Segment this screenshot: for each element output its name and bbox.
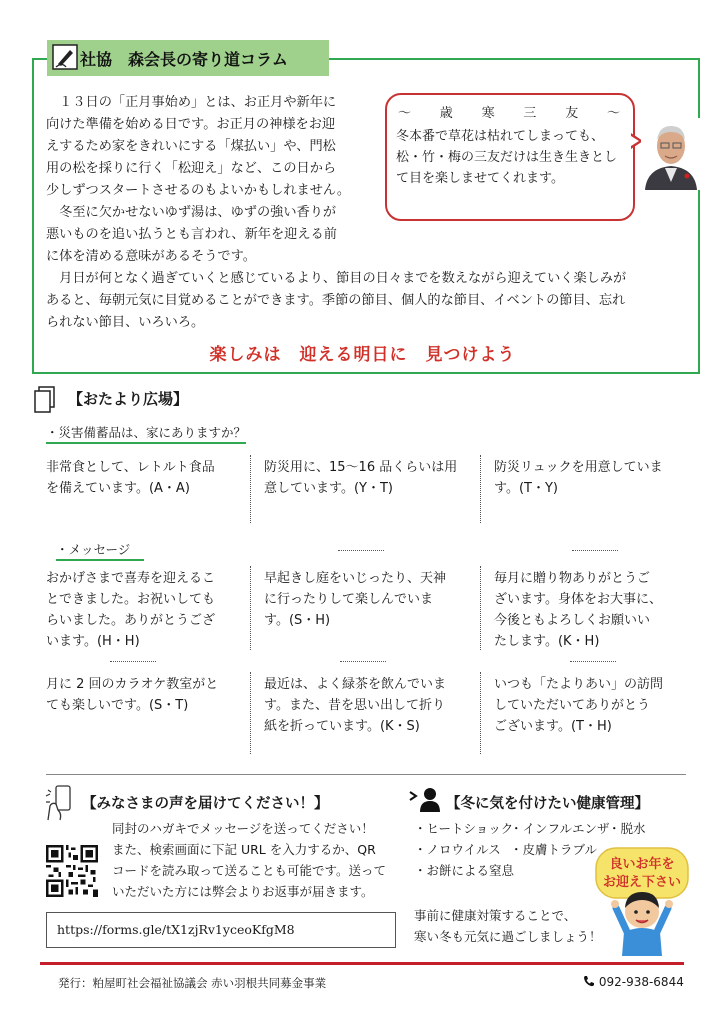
divider xyxy=(572,550,618,551)
voice-text xyxy=(112,818,398,902)
message-line: います。(H・H) xyxy=(46,634,140,649)
message-card xyxy=(46,568,246,652)
divider xyxy=(570,661,616,662)
message-line: 早起きし庭をいじったり、天神 xyxy=(264,571,447,586)
bubble-heading xyxy=(398,102,620,121)
column-paragraph-line: られない節目、いろいろ。 xyxy=(46,315,205,330)
health-note-line: 寒い冬も元気に過ごしましょう！ xyxy=(414,929,602,944)
divider xyxy=(340,661,386,662)
message-line: す。(S・H) xyxy=(264,613,331,628)
answer-line: す。(T・Y) xyxy=(494,481,558,496)
phone-number: 092-938-6844 xyxy=(598,975,684,989)
boy-with-sign-illustration xyxy=(592,846,692,956)
health-title: 【冬に気を付けたい健康管理】 xyxy=(446,796,649,812)
message-line: に行ったりして楽しんでいま xyxy=(264,592,434,607)
message-line: 最近は、よく緑茶を飲んでいま xyxy=(264,677,447,692)
message-line: ございます。(T・H) xyxy=(494,719,612,734)
message-card xyxy=(494,674,694,737)
column-paragraph-line: 冬至に欠かせないゆず湯は、ゆずの強い香りが xyxy=(46,205,337,220)
bubble-heading-char: 寒 xyxy=(481,106,495,121)
message-line: らいました。ありがとうござ xyxy=(46,613,216,628)
message-line: 毎月に贈り物ありがとうご xyxy=(494,571,651,586)
health-note-line: 事前に健康対策することで、 xyxy=(414,908,577,923)
message-line: 月に 2 回のカラオケ教室がと xyxy=(46,677,219,692)
sign-text-line: 良いお年を xyxy=(609,857,675,872)
form-url[interactable]: https://forms.gle/tX1zjRv1yceoKfgM8 xyxy=(57,922,295,937)
divider xyxy=(338,550,384,551)
message-card xyxy=(494,568,694,652)
chairman-photo xyxy=(641,118,701,190)
voice-line: コードを読み取って送ることも可能です。送って xyxy=(112,863,387,878)
answer-card xyxy=(264,457,464,499)
message-line: 紙を折っています。(K・S) xyxy=(264,719,420,734)
qr-code[interactable] xyxy=(46,845,98,897)
sign-text-line: お迎え下さい xyxy=(602,875,682,890)
otayori-title: 【おたより広場】 xyxy=(68,390,189,408)
message-heading: ・メッセージ xyxy=(56,540,144,561)
message-line: おかげさまで喜寿を迎えるこ xyxy=(46,571,216,586)
divider xyxy=(480,566,481,650)
health-item: ・ノロウイルス xyxy=(414,842,501,857)
column-title: 社協 森会長の寄り道コラム xyxy=(80,50,288,69)
message-card xyxy=(264,568,464,631)
speech-bubble-tail-inner xyxy=(631,136,639,146)
health-item: ・お餅による窒息 xyxy=(414,863,515,878)
message-line: いつも「たよりあい」の訪問 xyxy=(494,677,664,692)
phone-icon xyxy=(583,975,595,987)
column-paragraph-line: に体を清める意味があるそうです。 xyxy=(46,249,256,264)
column-paragraph-line: 向けた準備を始める日です。お正月の神様をお迎 xyxy=(46,117,336,132)
answer-line: 防災リュックを用意していま xyxy=(494,460,663,475)
column-paragraph-line: 悪いものを追い払うとも言われ、新年を迎える前 xyxy=(46,227,337,242)
health-item: ・脱水 xyxy=(608,821,646,836)
message-line: とできました。お祝いしても xyxy=(46,592,216,607)
hand-phone-icon xyxy=(44,784,76,822)
column-slogan: 楽しみは 迎える明日に 見つけよう xyxy=(209,345,516,365)
pen-icon xyxy=(52,44,78,70)
voice-title: 【みなさまの声を届けてください！】 xyxy=(82,796,329,812)
health-item: ・皮膚トラブル xyxy=(510,842,598,857)
message-card xyxy=(264,674,464,737)
disaster-question: ・災害備蓄品は、家にありますか？ xyxy=(46,423,246,444)
divider xyxy=(250,672,251,754)
column-paragraph-line: １３日の「正月事始め」とは、お正月や新年に xyxy=(46,95,337,110)
divider xyxy=(250,455,251,523)
voice-line: また、検索画面に下記 URL を入力するか、QR xyxy=(112,842,376,857)
health-note xyxy=(414,905,610,947)
bubble-heading-char: ～ xyxy=(398,106,412,121)
column-paragraph-line: えするため家をきれいにする「煤払い」や、門松 xyxy=(46,139,336,154)
answer-line: 防災用に、15～16 品くらいは用 xyxy=(264,460,458,475)
bubble-heading-char: 三 xyxy=(523,106,537,121)
bubble-heading-char: ～ xyxy=(606,106,620,121)
answer-line: を備えています。(A・A) xyxy=(46,481,190,496)
bubble-heading-char: 友 xyxy=(565,106,579,121)
footer-rule xyxy=(40,962,684,965)
health-item: ・ヒートショック xyxy=(414,821,514,836)
message-line: していただいてありがとう xyxy=(494,698,651,713)
divider xyxy=(250,566,251,650)
health-item: ・インフルエンザ xyxy=(510,821,610,836)
voice-line: いただいた方には弊会よりお返事が届きます。 xyxy=(112,884,374,899)
publisher-text: 発行：粕屋町社会福祉協議会 赤い羽根共同募金事業 xyxy=(58,976,327,990)
bubble-text: 冬本番で草花は枯れてしまっても、松・竹・梅の三友だけは生き生きとして目を楽しませてくれます。 xyxy=(396,129,618,186)
message-line: 今後ともよろしくお願いい xyxy=(494,613,651,628)
column-paragraph-line: 月日が何となく過ぎていくと感じているより、節目の日々までを数えながら迎えていく楽しみが xyxy=(46,271,627,286)
divider xyxy=(480,672,481,754)
voice-line: 同封のハガキでメッセージを送ってください！ xyxy=(112,821,374,836)
document-icon xyxy=(34,386,56,414)
answer-line: 非常食として、レトルト食品 xyxy=(46,460,215,475)
column-paragraph-line: 用の松を採りに行く「松迎え」など、この日から xyxy=(46,161,337,176)
divider xyxy=(480,455,481,523)
footer-phone[interactable] xyxy=(583,975,684,989)
bubble-heading-char: 歳 xyxy=(439,106,453,121)
message-line: たします。(K・H) xyxy=(494,634,600,649)
column-paragraph-line: 少しずつスタートさせるのもよいかもしれません。 xyxy=(46,183,351,198)
message-line: す。また、昔を思い出して折り xyxy=(264,698,445,713)
answer-line: 意しています。(Y・T) xyxy=(264,481,393,496)
answer-card xyxy=(46,457,246,499)
column-paragraph-line: あると、毎朝元気に目覚めることができます。季節の節目、個人的な節目、イベントの節目、忘れ xyxy=(46,293,626,308)
person-icon xyxy=(408,786,442,812)
message-line: ても楽しいです。(S・T) xyxy=(46,698,189,713)
divider xyxy=(110,661,156,662)
section-separator xyxy=(46,774,686,775)
message-card xyxy=(46,674,246,716)
message-line: ざいます。身体をお大事に、 xyxy=(494,592,662,607)
answer-card xyxy=(494,457,694,499)
